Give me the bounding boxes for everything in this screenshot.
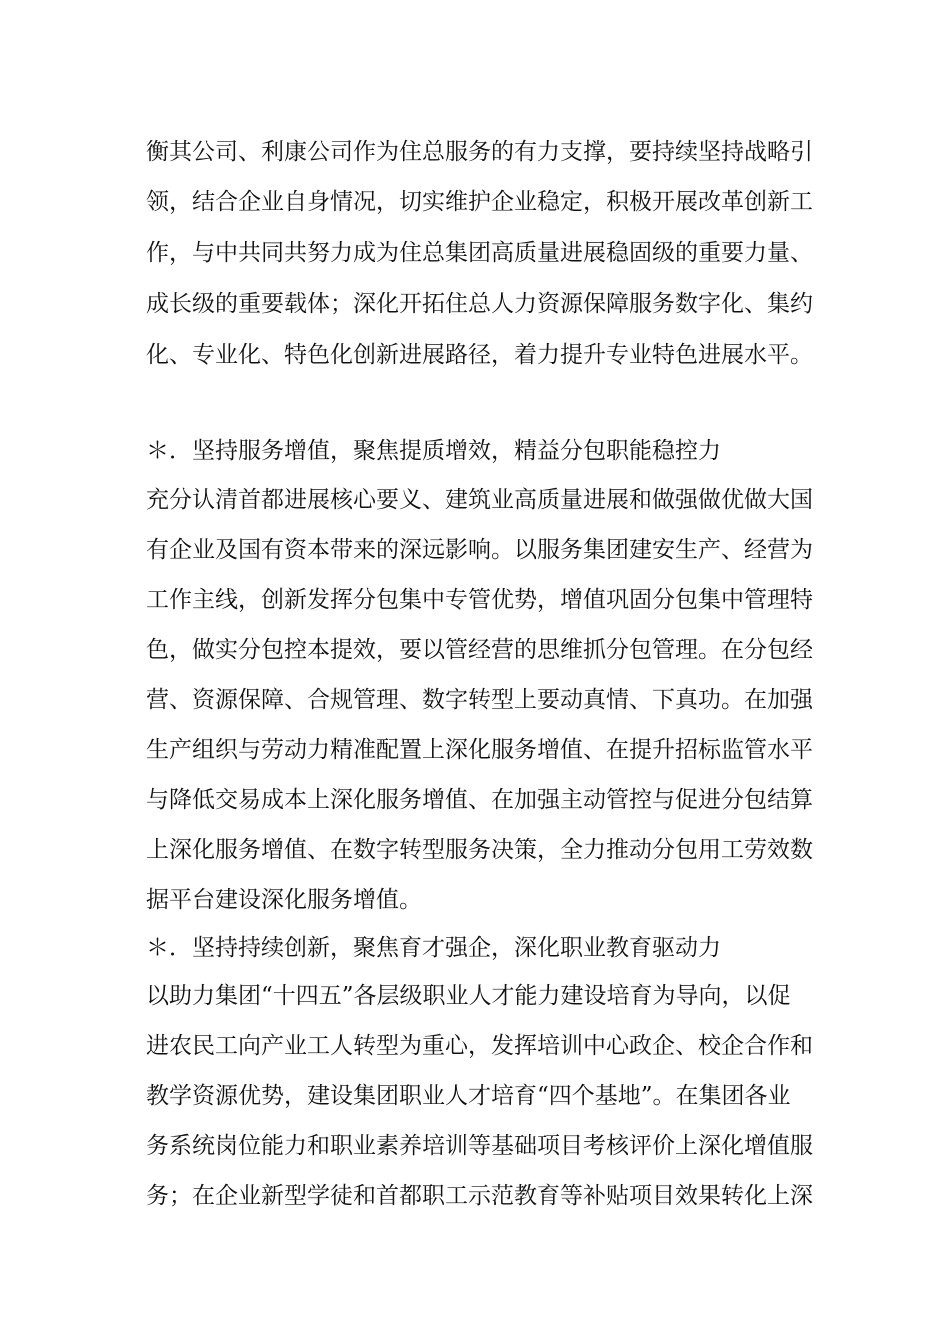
text-line: 务系统岗位能力和职业素养培训等基础项目考核评价上深化增值服	[146, 1133, 813, 1159]
text-line: 进农民工向产业工人转型为重心，发挥培训中心政企、校企合作和	[146, 1033, 813, 1059]
text-line: 衡其公司、利康公司作为住总服务的有力支撑，要持续坚持战略引	[146, 139, 813, 165]
text-line: 色，做实分包控本提效，要以管经营的思维抓分包管理。在分包经	[146, 637, 813, 663]
text-line: 上深化服务增值、在数字转型服务决策，全力推动分包用工劳效数	[146, 837, 813, 863]
text-line: 务；在企业新型学徒和首都职工示范教育等补贴项目效果转化上深	[146, 1183, 813, 1209]
text-line: 与降低交易成本上深化服务增值、在加强主动管控与促进分包结算	[146, 787, 813, 813]
text-line: 工作主线，创新发挥分包集中专管优势，增值巩固分包集中管理特	[146, 587, 813, 613]
text-line: 化、专业化、特色化创新进展路径，着力提升专业特色进展水平。	[146, 342, 813, 368]
text-line: 以助力集团“十四五”各层级职业人才能力建设培育为导向，以促	[146, 983, 791, 1009]
text-line: 充分认清首都进展核心要义、建筑业高质量进展和做强做优做大国	[146, 487, 813, 513]
section-heading-1: ＊．坚持服务增值，聚焦提质增效，精益分包职能稳控力	[146, 438, 721, 464]
text-line: 成长级的重要载体；深化开拓住总人力资源保障服务数字化、集约	[146, 291, 813, 317]
section-heading-2: ＊．坚持持续创新，聚焦育才强企，深化职业教育驱动力	[146, 935, 721, 961]
text-line: 有企业及国有资本带来的深远影响。以服务集团建安生产、经营为	[146, 537, 813, 563]
text-line: 据平台建设深化服务增值。	[146, 887, 422, 913]
text-line: 教学资源优势，建设集团职业人才培育“四个基地”。在集团各业	[146, 1083, 791, 1109]
text-line: 生产组织与劳动力精准配置上深化服务增值、在提升招标监管水平	[146, 737, 813, 763]
text-line: 营、资源保障、合规管理、数字转型上要动真情、下真功。在加强	[146, 687, 813, 713]
text-line: 作，与中共同共努力成为住总集团高质量进展稳固级的重要力量、	[146, 240, 813, 266]
text-line: 领，结合企业自身情况，切实维护企业稳定，积极开展改革创新工	[146, 189, 813, 215]
